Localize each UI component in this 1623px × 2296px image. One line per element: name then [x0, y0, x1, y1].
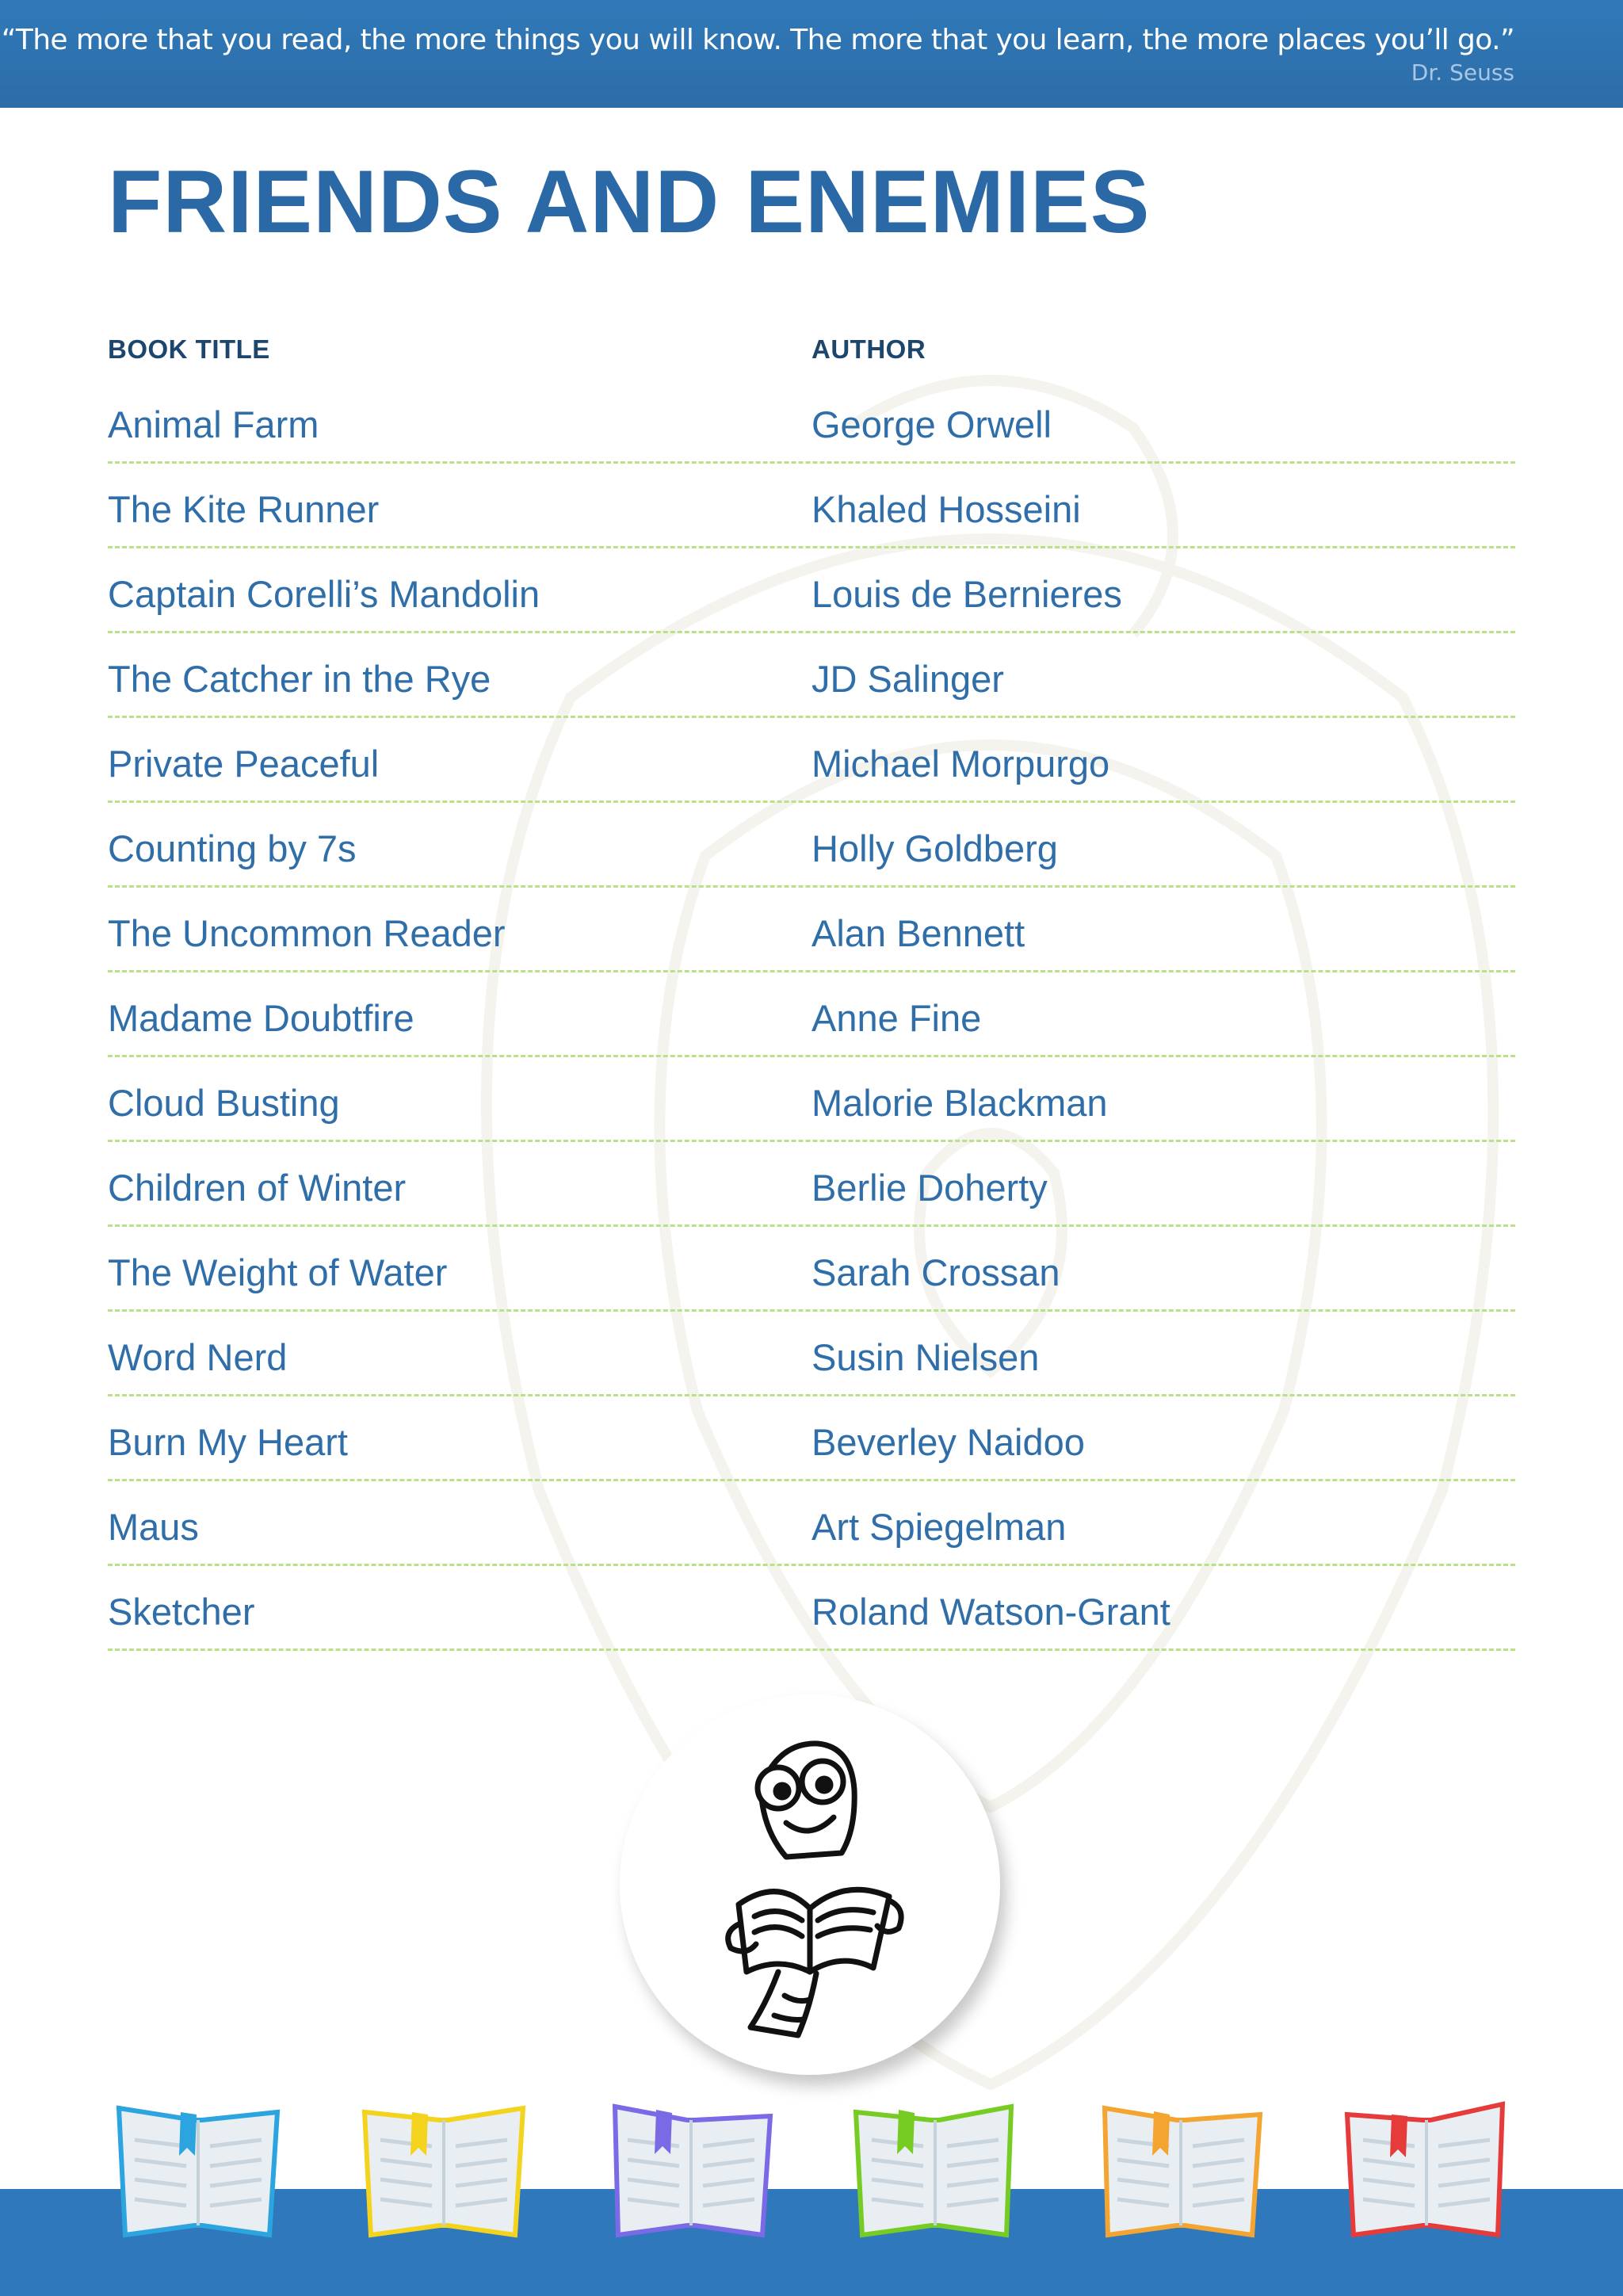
book-row — [108, 1059, 1515, 1142]
book-author: Alan Bennett — [812, 912, 1025, 954]
book-row — [108, 1483, 1515, 1566]
book-title: Sketcher — [108, 1591, 255, 1633]
column-header-author: AUTHOR — [812, 334, 926, 364]
book-row — [108, 380, 1515, 464]
book-row — [108, 635, 1515, 718]
open-book-icon — [604, 2092, 778, 2243]
open-book-icon — [111, 2092, 285, 2243]
book-title: Private Peaceful — [108, 743, 380, 785]
book-row — [108, 804, 1515, 888]
book-list — [108, 380, 1515, 1651]
book-title: Captain Corelli’s Mandolin — [108, 573, 540, 615]
book-row — [108, 1144, 1515, 1227]
open-book-icon — [357, 2092, 531, 2243]
quote-author: Dr. Seuss — [1411, 59, 1514, 86]
book-title: The Uncommon Reader — [108, 912, 506, 954]
book-title: Madame Doubtfire — [108, 997, 414, 1039]
book-row — [108, 1313, 1515, 1396]
book-title: The Kite Runner — [108, 488, 380, 530]
book-author: Malorie Blackman — [812, 1082, 1108, 1124]
book-row — [108, 1398, 1515, 1481]
book-title: Word Nerd — [108, 1336, 288, 1378]
book-row — [108, 1568, 1515, 1651]
book-author: Khaled Hosseini — [812, 488, 1081, 530]
book-title: The Weight of Water — [108, 1251, 448, 1293]
book-author: Berlie Doherty — [812, 1167, 1048, 1209]
book-row — [108, 550, 1515, 633]
book-author: Holly Goldberg — [812, 827, 1058, 869]
book-row — [108, 465, 1515, 548]
book-author: JD Salinger — [812, 658, 1004, 700]
book-title: Burn My Heart — [108, 1421, 348, 1463]
bookworm-reading-icon — [620, 1694, 1000, 2075]
book-author: Louis de Bernieres — [812, 573, 1122, 615]
book-title: Children of Winter — [108, 1167, 407, 1209]
book-author: Anne Fine — [812, 997, 982, 1039]
book-title: Cloud Busting — [108, 1082, 340, 1124]
book-title: Counting by 7s — [108, 827, 357, 869]
bookworm-mascot — [620, 1694, 1000, 2075]
book-title: Animal Farm — [108, 403, 319, 445]
book-author: Roland Watson-Grant — [812, 1591, 1170, 1633]
quote-text: “The more that you read, the more things you will know. The more that you learn, the more places you’ll go.” — [1, 24, 1514, 56]
open-book-icon — [848, 2092, 1022, 2243]
open-book-icon — [1339, 2092, 1514, 2243]
book-author: Michael Morpurgo — [812, 743, 1110, 785]
book-title: Maus — [108, 1506, 199, 1548]
book-row — [108, 974, 1515, 1057]
book-author: Art Spiegelman — [812, 1506, 1067, 1548]
page-title: FRIENDS AND ENEMIES — [108, 152, 1151, 251]
header-bar — [0, 0, 1623, 108]
book-author: Susin Nielsen — [812, 1336, 1040, 1378]
open-book-icon — [1094, 2092, 1268, 2243]
book-row — [108, 1228, 1515, 1312]
book-title: The Catcher in the Rye — [108, 658, 491, 700]
column-header-title: BOOK TITLE — [108, 334, 270, 364]
book-row — [108, 720, 1515, 803]
book-row — [108, 889, 1515, 972]
book-author: Beverley Naidoo — [812, 1421, 1085, 1463]
book-author: George Orwell — [812, 403, 1052, 445]
book-author: Sarah Crossan — [812, 1251, 1060, 1293]
